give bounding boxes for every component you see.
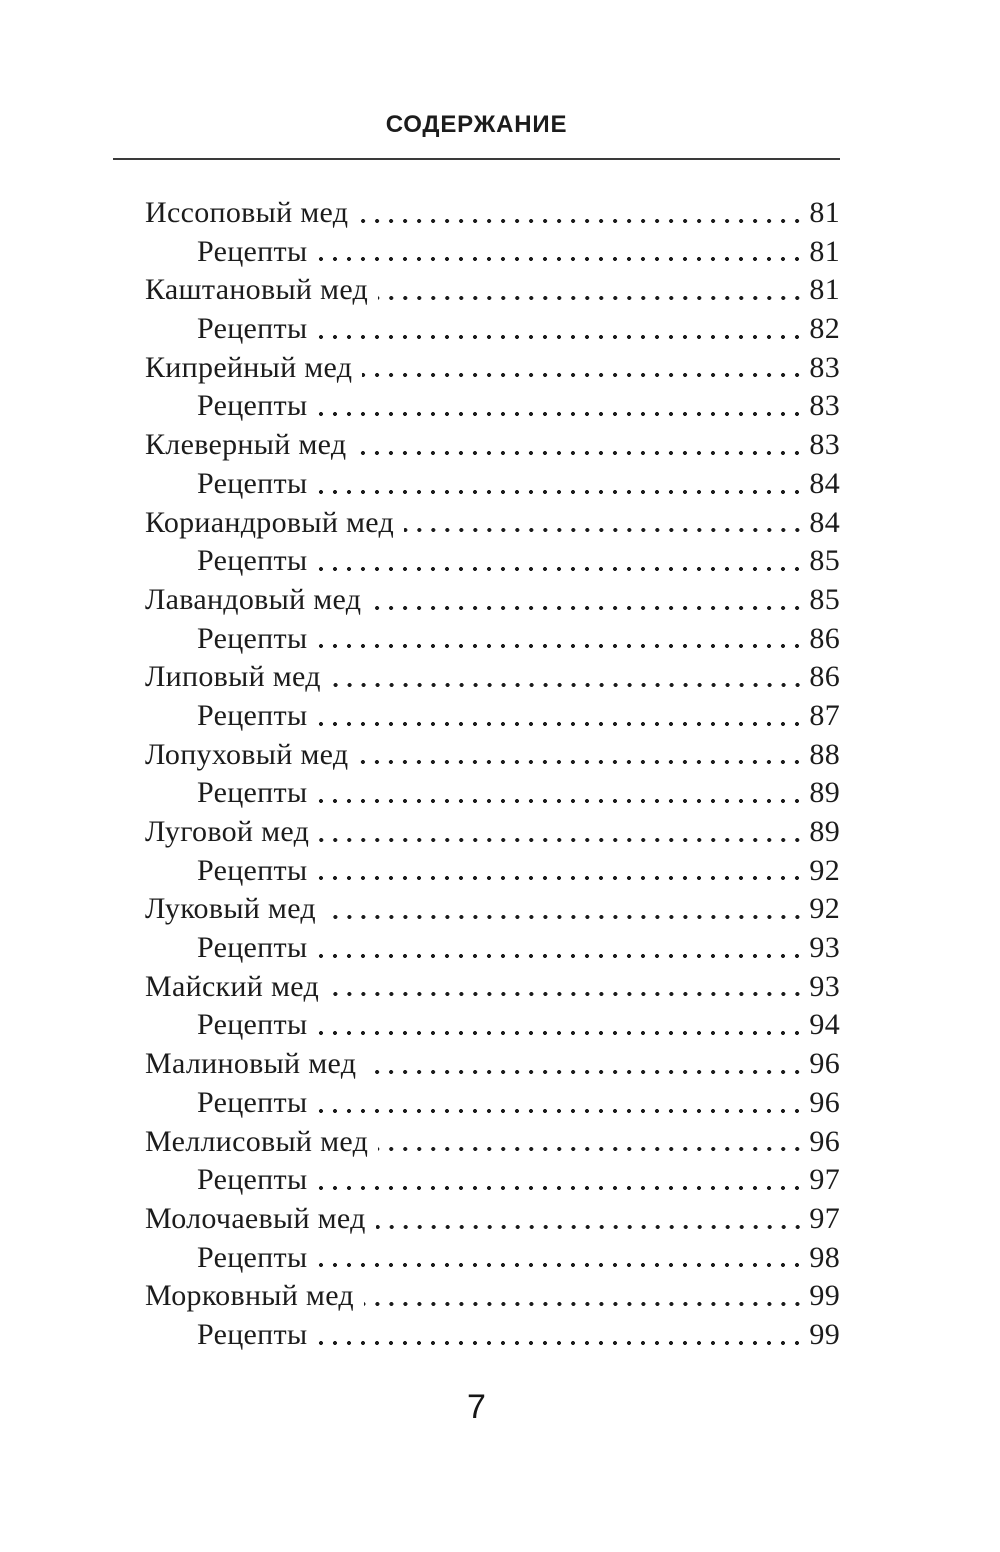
toc-entry-page: 86: [809, 621, 840, 655]
dot-leader: [378, 1147, 804, 1151]
toc-row: [113, 465, 840, 504]
dot-leader: [317, 257, 804, 261]
toc-row: [113, 504, 840, 543]
toc-entry-page: 99: [809, 1317, 840, 1351]
toc-entry-page: 93: [809, 931, 840, 965]
dot-leader: [317, 1109, 804, 1113]
toc-row: [113, 387, 840, 426]
toc-entry-title: Каштановый мед: [145, 273, 369, 307]
toc-entry-title: Луковый мед: [145, 892, 316, 926]
toc-entry-title: Лавандовый мед: [145, 582, 362, 616]
toc-entry-page: 92: [809, 892, 840, 926]
toc-row: [113, 1045, 840, 1084]
toc-entry-page: 89: [809, 776, 840, 810]
toc-row: [113, 1084, 840, 1123]
toc-entry-title: Рецепты: [197, 1163, 308, 1197]
toc-entry-title: Рецепты: [197, 621, 308, 655]
toc-entry-page: 86: [809, 660, 840, 694]
dot-leader: [376, 1225, 805, 1229]
toc-entry-page: 84: [809, 466, 840, 500]
dot-leader: [356, 451, 804, 455]
toc-entry-title: Лопуховый мед: [145, 737, 349, 771]
toc-entry-page: 96: [809, 1124, 840, 1158]
dot-leader: [358, 760, 804, 764]
toc-row: [113, 581, 840, 620]
dot-leader: [364, 1302, 804, 1306]
toc-row: [113, 697, 840, 736]
dot-leader: [319, 838, 804, 842]
header-divider: [113, 158, 840, 160]
dot-leader: [317, 1341, 804, 1345]
toc-entry-title: Рецепты: [197, 389, 308, 423]
dot-leader: [366, 1070, 804, 1074]
toc-row: [113, 658, 840, 697]
toc-entry-title: Липовый мед: [145, 660, 321, 694]
toc-entry-title: Малиновый мед: [145, 1047, 357, 1081]
toc-entry-page: 87: [809, 698, 840, 732]
toc-entry-page: 97: [809, 1163, 840, 1197]
toc-row: [113, 271, 840, 310]
toc-row: [113, 542, 840, 581]
toc-entry-page: 97: [809, 1201, 840, 1235]
toc-entry-page: 82: [809, 312, 840, 346]
toc-entry-title: Морковный мед: [145, 1279, 354, 1313]
toc-row: [113, 349, 840, 388]
dot-leader: [378, 296, 804, 300]
toc-row: [113, 813, 840, 852]
dot-leader: [317, 412, 804, 416]
toc-entry-title: Рецепты: [197, 544, 308, 578]
dot-leader: [317, 1031, 804, 1035]
toc-row: [113, 194, 840, 233]
toc-entry-page: 89: [809, 815, 840, 848]
toc-entry-title: Кориандровый мед: [145, 505, 395, 539]
toc-entry-title: Рецепты: [197, 466, 308, 500]
toc-row: [113, 1123, 840, 1162]
toc-entry-page: 88: [809, 737, 840, 771]
toc-entry-title: Рецепты: [197, 853, 308, 887]
toc-entry-page: 83: [809, 389, 840, 423]
toc-row: [113, 736, 840, 775]
toc-entry-title: Кипрейный мед: [145, 350, 353, 384]
dot-leader: [404, 528, 804, 532]
toc-entry-title: Рецепты: [197, 1240, 308, 1274]
toc-entry-title: Луговой мед: [145, 815, 310, 848]
dot-leader: [371, 606, 804, 610]
dot-leader: [317, 1186, 804, 1190]
toc-entry-title: Рецепты: [197, 312, 308, 346]
toc-entry-title: Майский мед: [145, 969, 320, 1003]
toc-entry-title: Рецепты: [197, 1317, 308, 1351]
dot-leader: [362, 373, 804, 377]
toc-entry-page: 83: [809, 428, 840, 462]
toc-row: [113, 890, 840, 929]
folio-page-number: 7: [467, 1388, 486, 1426]
toc-row: [113, 774, 840, 813]
toc-entry-page: 98: [809, 1240, 840, 1274]
toc-row: [113, 1239, 840, 1278]
toc-row: [113, 1006, 840, 1045]
toc-entry-page: 83: [809, 350, 840, 384]
page-header: [113, 112, 840, 138]
toc-row: [113, 929, 840, 968]
toc-entry-page: 81: [809, 196, 840, 229]
toc-list: [113, 194, 840, 1355]
toc-row: [113, 233, 840, 272]
toc-entry-page: 85: [809, 544, 840, 578]
toc-entry-page: 81: [809, 273, 840, 307]
toc-entry-title: Меллисовый мед: [145, 1124, 369, 1158]
toc-row: [113, 1316, 840, 1355]
toc-entry-title: Рецепты: [197, 1008, 308, 1042]
toc-entry-title: Рецепты: [197, 1085, 308, 1119]
toc-entry-title: Иссоповый мед: [145, 196, 349, 229]
dot-leader: [317, 490, 804, 494]
toc-entry-title: Рецепты: [197, 698, 308, 732]
page-footer: [113, 1388, 840, 1426]
toc-entry-page: 84: [809, 505, 840, 539]
toc-entry-page: 94: [809, 1008, 840, 1042]
dot-leader: [329, 992, 804, 996]
toc-entry-title: Рецепты: [197, 776, 308, 810]
toc-row: [113, 1200, 840, 1239]
dot-leader: [317, 1263, 804, 1267]
dot-leader: [317, 876, 804, 880]
toc-entry-title: Рецепты: [197, 931, 308, 965]
toc-entry-page: 99: [809, 1279, 840, 1313]
dot-leader: [317, 722, 804, 726]
toc-entry-title: Клеверный мед: [145, 428, 347, 462]
dot-leader: [317, 799, 804, 803]
dot-leader: [317, 954, 804, 958]
page-title: СОДЕРЖАНИЕ: [385, 111, 568, 138]
dot-leader: [326, 915, 804, 919]
toc-entry-page: 96: [809, 1047, 840, 1081]
toc-entry-title: Молочаевый мед: [145, 1201, 366, 1235]
toc-entry-page: 92: [809, 853, 840, 887]
dot-leader: [317, 335, 804, 339]
dot-leader: [331, 683, 805, 687]
toc-entry-title: Рецепты: [197, 234, 308, 268]
toc-entry-page: 93: [809, 969, 840, 1003]
toc-row: [113, 1277, 840, 1316]
toc-row: [113, 426, 840, 465]
toc-entry-page: 85: [809, 582, 840, 616]
toc-row: [113, 852, 840, 891]
toc-row: [113, 310, 840, 349]
dot-leader: [317, 567, 804, 571]
toc-entry-page: 81: [809, 234, 840, 268]
toc-entry-page: 96: [809, 1085, 840, 1119]
toc-row: [113, 1161, 840, 1200]
toc-row: [113, 968, 840, 1007]
toc-row: [113, 620, 840, 659]
dot-leader: [358, 219, 804, 223]
dot-leader: [317, 644, 804, 648]
